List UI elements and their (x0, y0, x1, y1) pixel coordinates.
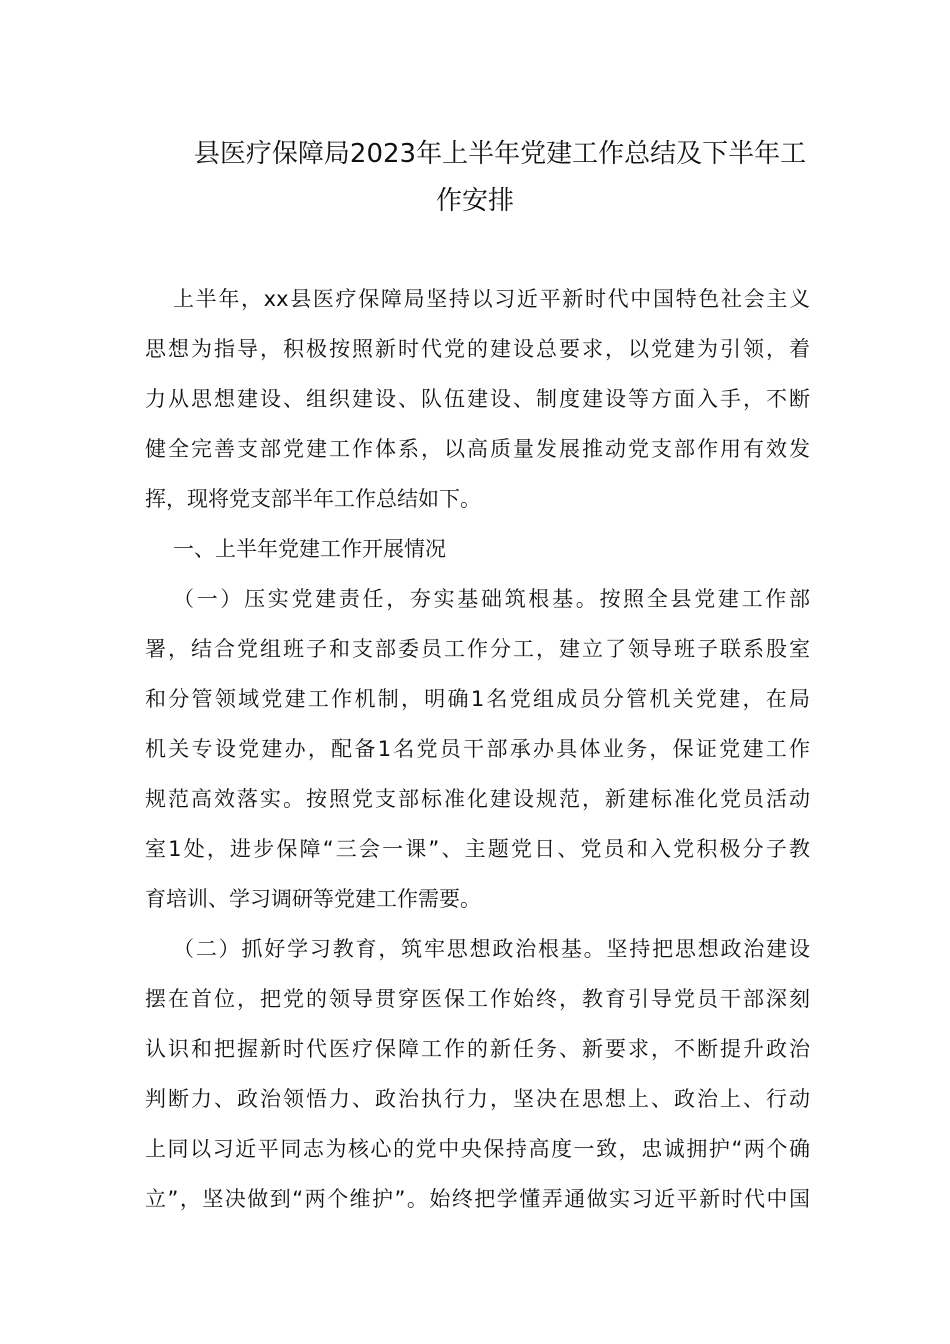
paragraph-2-line-6: 立”，坚决做到“两个维护”。始终把学懂弄通做实习近平新时代中国 (145, 1187, 810, 1211)
paragraph-1-line-4: 机关专设党建办，配备1名党员干部承办具体业务，保证党建工作 (145, 737, 810, 761)
section-heading-1: 一、上半年党建工作开展情况 (173, 537, 446, 561)
document-body (145, 274, 810, 1224)
paragraph-intro-line-2: 思想为指导，积极按照新时代党的建设总要求，以党建为引领，着 (145, 337, 810, 361)
paragraph-2-line-4: 判断力、政治领悟力、政治执行力，坚决在思想上、政治上、行动 (145, 1087, 810, 1111)
paragraph-1-line-2: 署，结合党组班子和支部委员工作分工，建立了领导班子联系股室 (145, 637, 810, 661)
paragraph-1-line-7: 育培训、学习调研等党建工作需要。 (145, 887, 481, 911)
paragraph-intro-line-3: 力从思想建设、组织建设、队伍建设、制度建设等方面入手，不断 (145, 387, 810, 411)
paragraph-2-line-1: （二）抓好学习教育，筑牢思想政治根基。坚持把思想政治建设 (173, 937, 810, 961)
paragraph-intro-line-5: 挥，现将党支部半年工作总结如下。 (145, 487, 481, 511)
document-title-line-1: 县医疗保障局2023年上半年党建工作总结及下半年工 (193, 139, 807, 169)
paragraph-2-line-2: 摆在首位，把党的领导贯穿医保工作始终，教育引导党员干部深刻 (145, 987, 810, 1011)
paragraph-1-line-3: 和分管领域党建工作机制，明确1名党组成员分管机关党建，在局 (145, 687, 810, 711)
paragraph-2-line-5: 上同以习近平同志为核心的党中央保持高度一致，忠诚拥护“两个确 (145, 1137, 810, 1161)
paragraph-intro-line-4: 健全完善支部党建工作体系，以高质量发展推动党支部作用有效发 (145, 437, 810, 461)
paragraph-2-line-3: 认识和把握新时代医疗保障工作的新任务、新要求，不断提升政治 (145, 1037, 810, 1061)
paragraph-1-line-5: 规范高效落实。按照党支部标准化建设规范，新建标准化党员活动 (145, 787, 810, 811)
paragraph-intro-line-1: 上半年，xx县医疗保障局坚持以习近平新时代中国特色社会主义 (173, 287, 810, 311)
paragraph-1-line-6: 室1处，进步保障“三会一课”、主题党日、党员和入党积极分子教 (145, 837, 810, 861)
paragraph-1-line-1: （一）压实党建责任，夯实基础筑根基。按照全县党建工作部 (173, 587, 810, 611)
document-title-line-2: 作安排 (435, 186, 514, 216)
